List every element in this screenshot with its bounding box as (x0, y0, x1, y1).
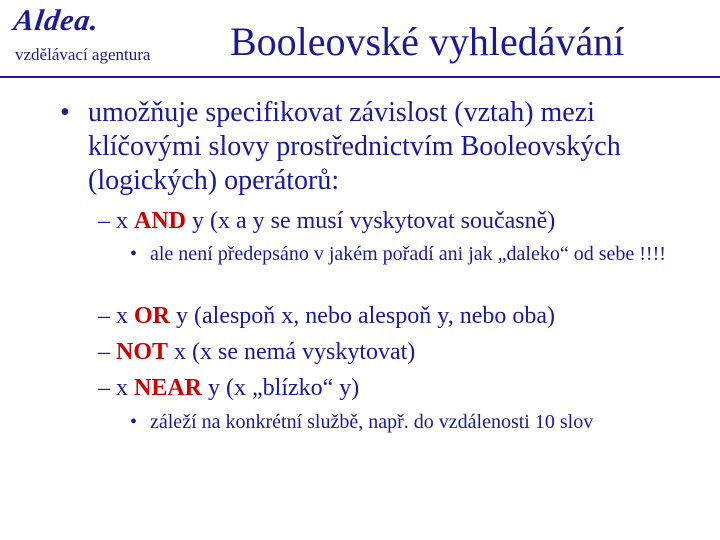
near-note-text: záleží na konkrétní službě, např. do vzdálenosti 10 slov (150, 411, 594, 433)
bullet-icon: • (130, 243, 138, 265)
and-note (130, 242, 670, 266)
main-bullet (60, 96, 660, 198)
dash-icon: – (98, 375, 110, 401)
near-post: y (x „blízko“ y) (202, 375, 360, 401)
bullet-icon: • (130, 411, 138, 433)
not-item (98, 338, 415, 366)
or-post: y (alespoň x, nebo alespoň y, nebo oba) (170, 303, 556, 329)
dash-icon: – (98, 208, 110, 234)
near-note (130, 410, 650, 434)
not-post: x (x se nemá vyskytovat) (168, 339, 416, 365)
slide-title: Booleovské vyhledávání (230, 19, 625, 64)
and-note-text: ale není předepsáno v jakém pořadí ani jak „daleko“ od sebe !!!! (150, 243, 666, 265)
and-keyword: AND (134, 208, 186, 234)
tagline: vzdělávací agentura (15, 45, 151, 64)
and-post: y (x a y se musí vyskytovat současně) (186, 208, 556, 234)
main-bullet-text: umožňuje specifikovat závislost (vztah) mezi klíčovými slovy prostřednictvím Booleovských (logických) operátorů: (88, 97, 621, 196)
or-item (98, 302, 555, 330)
bullet-icon: • (60, 97, 70, 128)
and-pre: x (116, 208, 134, 234)
logo: Aldea. (11, 4, 102, 37)
near-keyword: NEAR (134, 375, 203, 401)
near-pre: x (116, 375, 134, 401)
near-item (98, 374, 359, 402)
dash-icon: – (98, 303, 110, 329)
dash-icon: – (98, 339, 110, 365)
or-keyword: OR (134, 303, 170, 329)
or-pre: x (116, 303, 134, 329)
header-divider (0, 76, 720, 78)
not-keyword: NOT (116, 339, 169, 365)
and-item (98, 207, 555, 235)
